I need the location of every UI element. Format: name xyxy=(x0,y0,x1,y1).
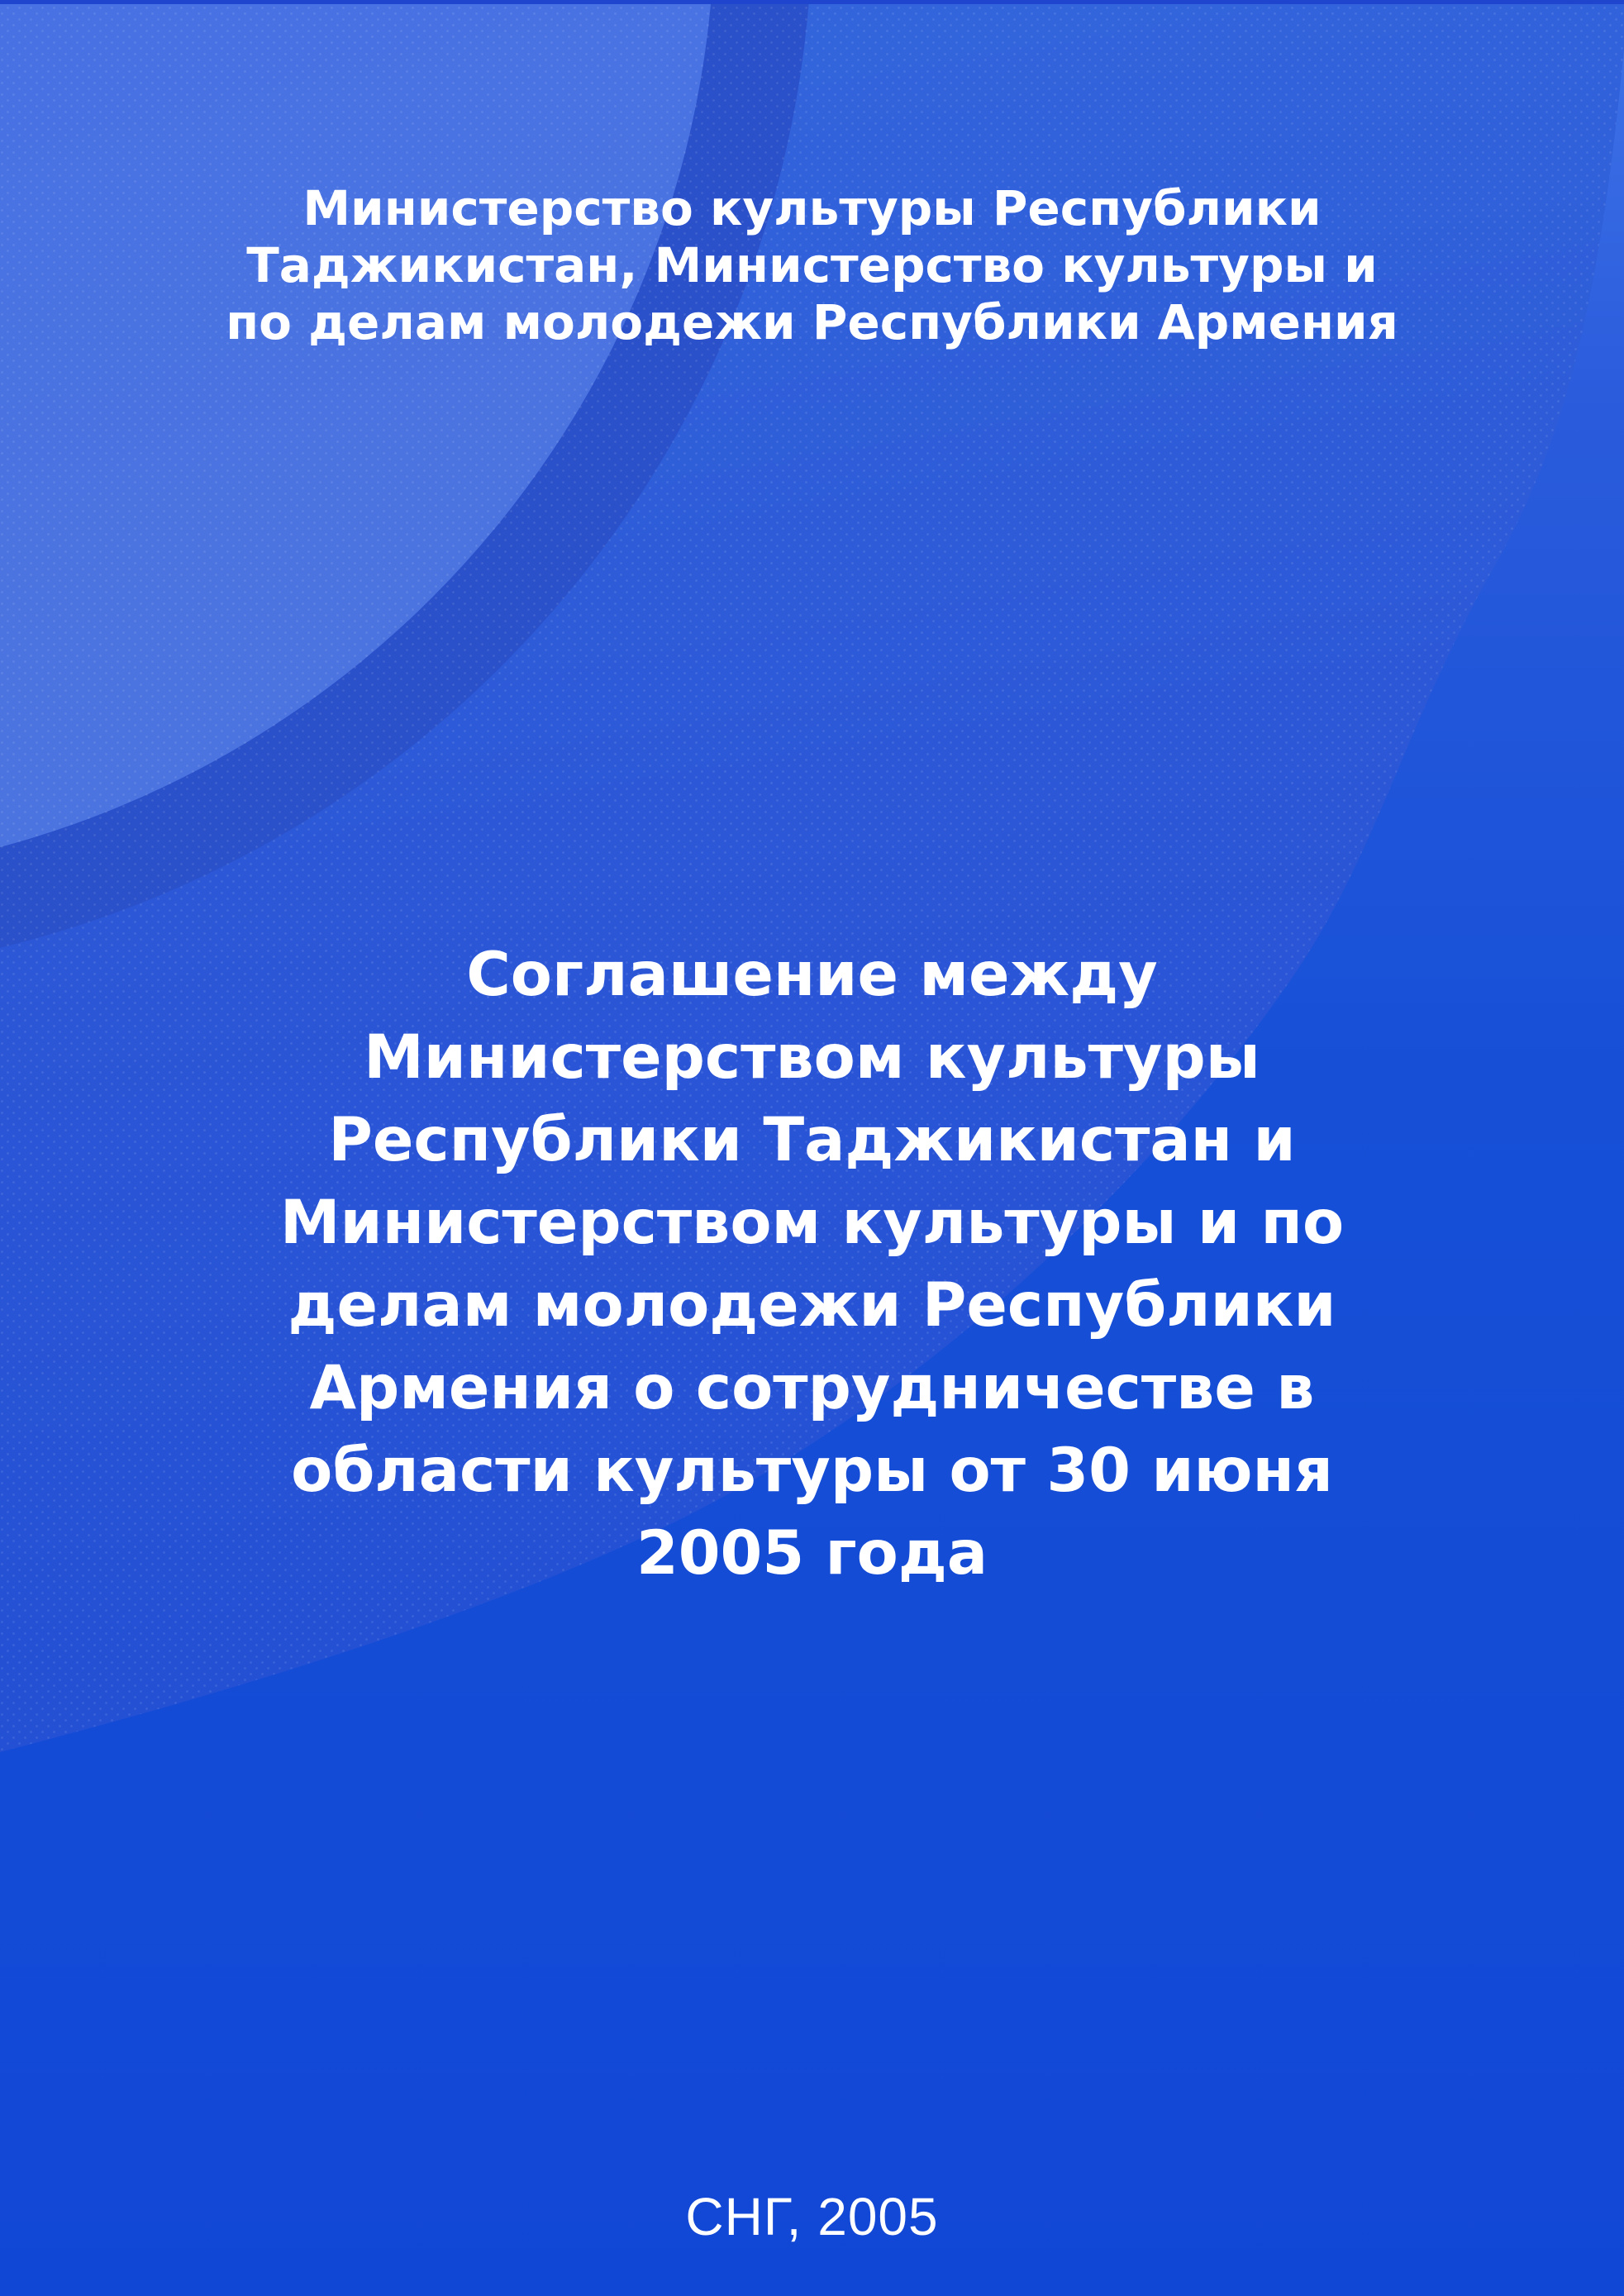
footer-publication-info xyxy=(0,2187,1624,2246)
publisher-header-line: Таджикистан, Министерство культуры и xyxy=(246,237,1378,293)
document-title-line: Соглашение между xyxy=(466,940,1158,1010)
document-title xyxy=(0,934,1624,1595)
publisher-header-line: по делам молодежи Республики Армения xyxy=(226,294,1398,350)
document-title-line: 2005 года xyxy=(636,1518,988,1589)
document-title-line: Министерством культуры xyxy=(364,1022,1260,1093)
document-title-line: Армения о сотрудничестве в xyxy=(309,1353,1315,1423)
publisher-header xyxy=(0,180,1624,351)
document-title-line: Республики Таджикистан и xyxy=(328,1105,1296,1175)
document-title-line: делам молодежи Республики xyxy=(288,1270,1336,1341)
footer-text: СНГ, 2005 xyxy=(685,2187,939,2246)
top-edge-strip xyxy=(0,0,1624,4)
document-title-line: области культуры от 30 июня xyxy=(291,1436,1333,1506)
document-title-line: Министерством культуры и по xyxy=(279,1188,1345,1258)
publisher-header-line: Министерство культуры Республики xyxy=(302,180,1322,236)
